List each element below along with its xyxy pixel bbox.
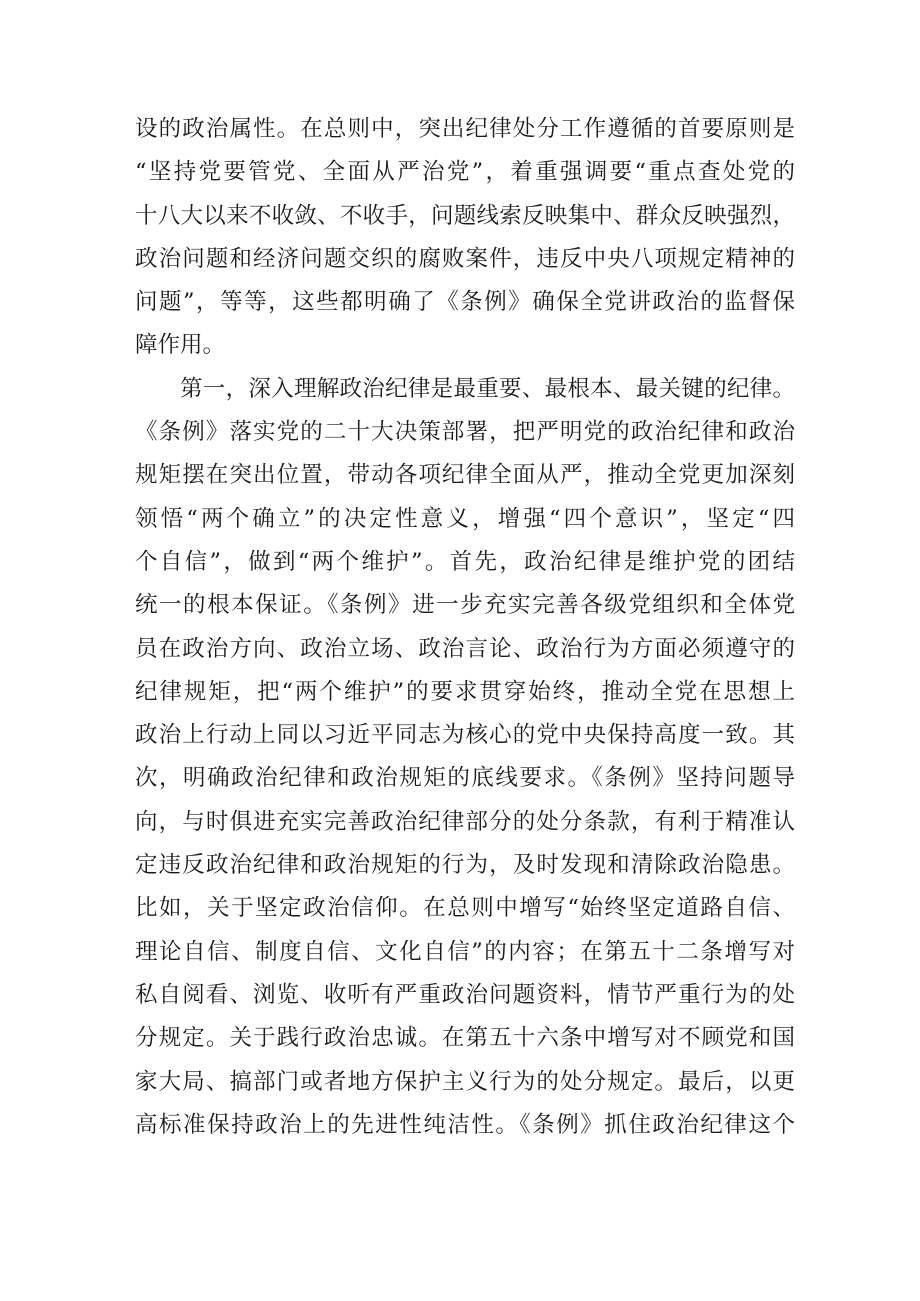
- document-body: [135, 108, 795, 1147]
- paragraph-2-line-10: 次，明确政治纪律和政治规矩的底线要求。《条例》坚持问题导: [135, 765, 795, 792]
- paragraph-2-line-18: 高标准保持政治上的先进性纯洁性。《条例》抓住政治纪律这个: [135, 1111, 795, 1138]
- paragraph-2-line-17: 家大局、搞部门或者地方保护主义行为的处分规定。最后，以更: [135, 1068, 795, 1095]
- paragraph-2-line-13: 比如，关于坚定政治信仰。在总则中增写“始终坚定道路自信、: [135, 895, 795, 922]
- paragraph-1-line-4: 政治问题和经济问题交织的腐败案件，违反中央八项规定精神的: [135, 245, 795, 272]
- paragraph-2-line-1: 第一，深入理解政治纪律是最重要、最根本、最关键的纪律。: [180, 375, 795, 402]
- paragraph-1: [135, 108, 795, 368]
- paragraph-1-line-1: 设的政治属性。在总则中，突出纪律处分工作遵循的首要原则是: [135, 116, 795, 142]
- paragraph-2-line-14: 理论自信、制度自信、文化自信”的内容；在第五十二条增写对: [135, 938, 795, 965]
- paragraph-2-line-11: 向，与时俱进充实完善政治纪律部分的处分条款，有利于精准认: [135, 808, 795, 835]
- paragraph-1-line-5: 问题”，等等，这些都明确了《条例》确保全党讲政治的监督保: [135, 289, 795, 316]
- paragraph-2-line-3: 规矩摆在突出位置，带动各项纪律全面从严，推动全党更加深刻: [135, 462, 795, 489]
- paragraph-2-line-16: 分规定。关于践行政治忠诚。在第五十六条中增写对不顾党和国: [135, 1025, 795, 1052]
- paragraph-2-line-12: 定违反政治纪律和政治规矩的行为，及时发现和清除政治隐患。: [135, 852, 795, 879]
- paragraph-2-line-8: 纪律规矩，把“两个维护”的要求贯穿始终，推动全党在思想上: [135, 678, 795, 705]
- paragraph-2-line-5: 个自信”，做到“两个维护”。首先，政治纪律是维护党的团结: [135, 548, 795, 575]
- paragraph-2-line-7: 员在政治方向、政治立场、政治言论、政治行为方面必须遵守的: [135, 635, 795, 662]
- paragraph-2-line-2: 《条例》落实党的二十大决策部署，把严明党的政治纪律和政治: [135, 419, 795, 446]
- paragraph-2: [135, 368, 795, 1147]
- paragraph-1-line-2: “坚持党要管党、全面从严治党”，着重强调要“重点查处党的: [135, 159, 795, 186]
- paragraph-2-line-4: 领悟“两个确立”的决定性意义，增强“四个意识”，坚定“四: [135, 505, 795, 532]
- paragraph-2-line-6: 统一的根本保证。《条例》进一步充实完善各级党组织和全体党: [135, 592, 795, 619]
- paragraph-1-line-3: 十八大以来不收敛、不收手，问题线索反映集中、群众反映强烈，: [135, 202, 795, 229]
- paragraph-2-line-9: 政治上行动上同以习近平同志为核心的党中央保持高度一致。其: [135, 722, 795, 749]
- paragraph-2-line-15: 私自阅看、浏览、收听有严重政治问题资料，情节严重行为的处: [135, 981, 795, 1008]
- paragraph-1-line-6: 障作用。: [135, 332, 226, 359]
